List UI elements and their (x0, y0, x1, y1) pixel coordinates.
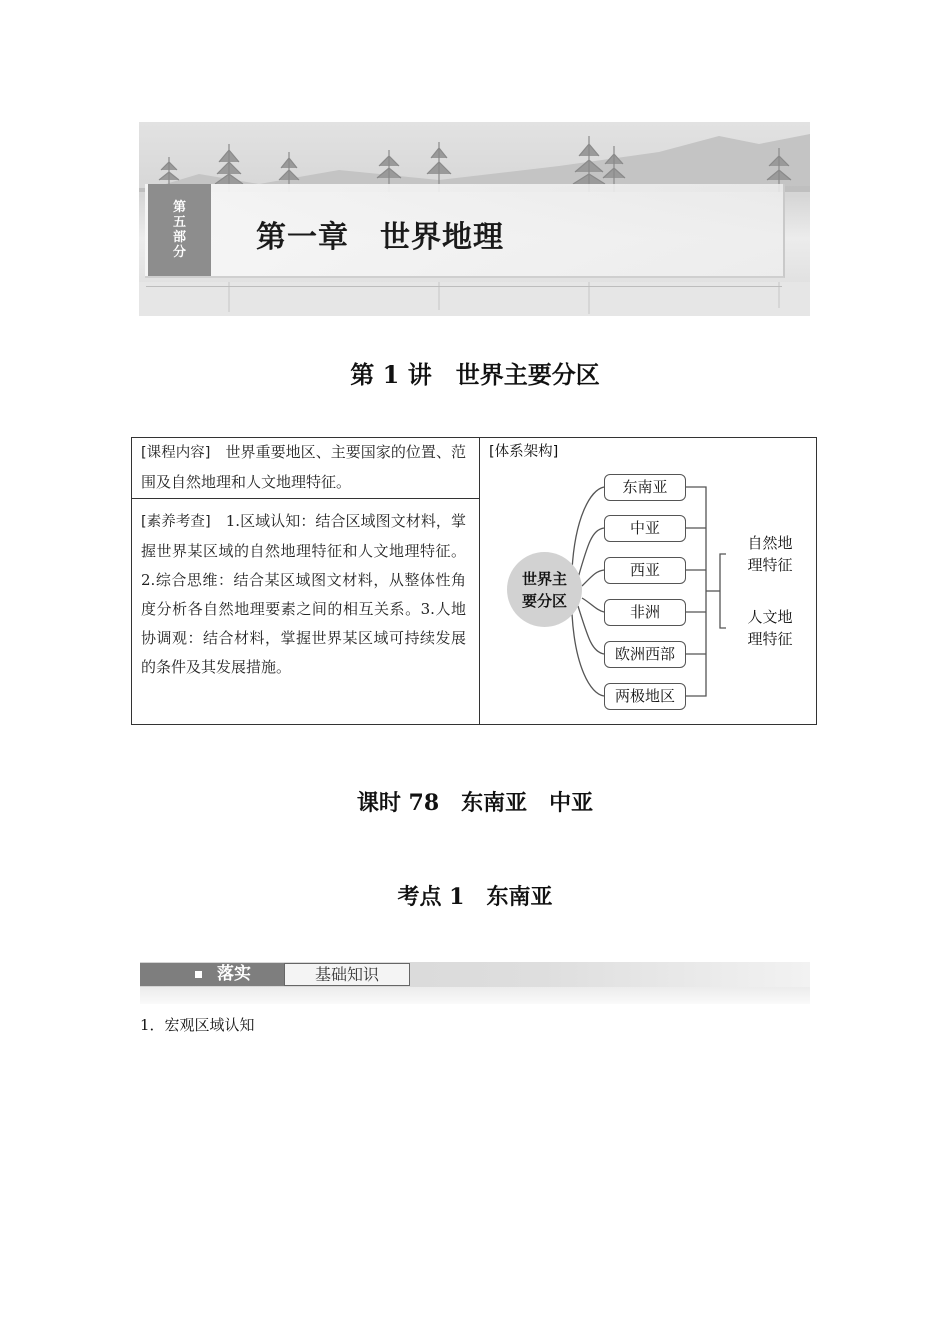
overview-table (131, 437, 817, 725)
point-title: 考点 1 东南亚 (397, 884, 553, 910)
natural-feature-label: 自然地 理特征 (747, 534, 793, 574)
literacy-tag: [素养考查] (141, 514, 211, 530)
region-node: 欧洲西部 (604, 641, 686, 668)
human-feature-label: 人文地 理特征 (747, 608, 793, 648)
literacy-cell (141, 507, 466, 682)
chapter-title: 第一章 世界地理 (256, 220, 504, 255)
structure-tag: [体系架构] (489, 444, 559, 460)
course-content-tag: [课程内容] (141, 445, 211, 461)
course-content-text: 世界重要地区、主要国家的位置、范围及自然地理和人文地理特征。 (141, 443, 466, 491)
region-node: 中亚 (604, 515, 686, 542)
section-dark-label: 落实 (140, 963, 284, 986)
list-item-heading: 1．宏观区域认知 (140, 1016, 255, 1034)
region-node: 东南亚 (604, 474, 686, 501)
part-label: 第 五 部 分 (148, 184, 211, 276)
banner-underline (146, 286, 782, 287)
lesson-title: 课时 78 东南亚 中亚 (356, 790, 594, 816)
mindmap-center-node: 世界主 要分区 (507, 552, 582, 627)
square-bullet-icon (195, 971, 202, 978)
region-node: 非洲 (604, 599, 686, 626)
region-node: 两极地区 (604, 683, 686, 710)
section-bar-shadow (140, 987, 810, 1004)
overview-left-column (132, 438, 480, 724)
cell-divider (132, 498, 479, 499)
lecture-title: 第 1 讲 世界主要分区 (350, 360, 600, 389)
section-bar (140, 962, 810, 1004)
course-content-cell (141, 438, 466, 497)
literacy-text: 1.区域认知：结合区域图文材料，掌握世界某区域的自然地理特征和人文地理特征。2.综合思维：结合某区域图文材料，从整体性角度分析各自然地理要素之间的相互关系。3.人地协调观：结合材料，掌握世界某区域可持续发展的条件及其发展措施。 (141, 512, 466, 676)
section-light-label: 基础知识 (284, 963, 410, 986)
structure-mindmap (480, 438, 816, 724)
region-node: 西亚 (604, 557, 686, 584)
